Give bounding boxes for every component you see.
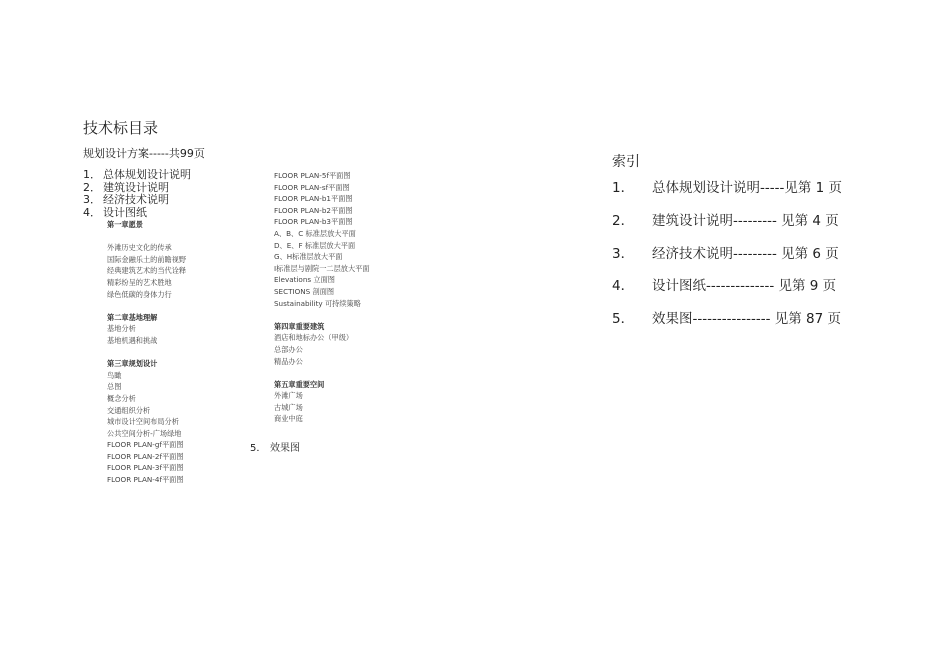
list-item: 交通组织分析: [107, 405, 151, 415]
list-item: 古城广场: [274, 402, 303, 412]
main-item: 3． 经济技术说明: [83, 193, 169, 206]
list-item: 总图: [107, 382, 122, 392]
index-item-text: 经济技术说明--------- 见第 6 页: [652, 245, 839, 262]
list-item: 鸟瞰: [107, 370, 122, 380]
main-section-list: [83, 169, 191, 219]
main-item: 4． 设计图纸: [83, 205, 147, 219]
list-item: FLOOR PLAN-3f平面图: [107, 463, 184, 473]
index-item: 4． 设计图纸-------------- 见第 9 页: [612, 278, 837, 295]
index-item-text: 总体规划设计说明-----见第 1 页: [652, 180, 843, 196]
drawings-column-1: [107, 219, 186, 486]
list-item: SECTIONS 剖面图: [274, 286, 335, 296]
list-item: FLOOR PLAN-gf平面图: [107, 440, 184, 450]
index-item-text: 效果图---------------- 见第 87 页: [652, 311, 841, 328]
chapter-heading: 第一章愿景: [107, 220, 143, 229]
index-list: [612, 178, 842, 342]
main-item-label: 效果图: [270, 443, 300, 454]
main-item: 2． 建筑设计说明: [83, 180, 169, 194]
list-item: FLOOR PLAN-5f平面图: [274, 171, 351, 180]
chapter-heading: 第三章规划设计: [107, 359, 158, 369]
drawings-column-2: [274, 170, 370, 425]
index-item-text: 设计图纸-------------- 见第 9 页: [652, 278, 837, 295]
index-item: 2． 建筑设计说明--------- 见第 4 页: [612, 212, 839, 229]
main-item-label: 总体规划设计说明: [103, 168, 191, 181]
list-item: 外滩历史文化的传承: [107, 243, 172, 253]
list-item: FLOOR PLAN-b2平面图: [274, 205, 353, 215]
main-item: 1． 总体规划设计说明: [83, 168, 191, 181]
main-item-label: 建筑设计说明: [103, 180, 169, 194]
list-item: 基地分析: [107, 324, 136, 334]
list-item: 商业中庭: [274, 414, 303, 424]
main-item-label: 经济技术说明: [103, 193, 169, 206]
toc-subtitle: 规划设计方案-----共99页: [83, 147, 205, 160]
chapter-heading: 第四章重要建筑: [274, 321, 325, 331]
list-item: FLOOR PLAN-b1平面图: [274, 194, 353, 204]
chapter-heading: 第五章重要空间: [274, 379, 325, 389]
index-item: 3． 经济技术说明--------- 见第 6 页: [612, 245, 839, 262]
list-item: Sustainability 可持续策略: [274, 298, 361, 308]
list-item: 国际金融乐土的前瞻视野: [107, 254, 187, 264]
list-item: Elevations 立面图: [274, 275, 335, 285]
list-item: I标准层与剧院一二层放大平面: [274, 263, 370, 273]
list-item: 概念分析: [107, 393, 136, 403]
toc-title: 技术标目录: [83, 119, 159, 137]
index-item: 5． 效果图---------------- 见第 87 页: [612, 311, 841, 328]
main-item-label: 设计图纸: [103, 205, 147, 219]
list-item: FLOOR PLAN-sf平面图: [274, 182, 350, 192]
list-item: 经典建筑艺术的当代诠释: [107, 266, 187, 276]
list-item: G、H标准层放大平面: [274, 252, 343, 262]
list-item: 绿色低碳的身体力行: [107, 289, 172, 299]
list-item: FLOOR PLAN-2f平面图: [107, 451, 184, 461]
list-item: 外滩广场: [274, 391, 303, 401]
list-item: 酒店和地标办公（甲级）: [274, 333, 354, 343]
list-item: D、E、F 标准层放大平面: [274, 240, 356, 250]
list-item: 公共空间分析-广场绿地: [107, 428, 182, 438]
list-item: 基地机遇和挑战: [107, 335, 158, 345]
list-item: A、B、C 标准层放大平面: [274, 228, 356, 238]
list-item: 精彩纷呈的艺术胜地: [107, 277, 172, 287]
index-item-text: 建筑设计说明--------- 见第 4 页: [652, 212, 839, 229]
index-item: 1． 总体规划设计说明-----见第 1 页: [612, 180, 843, 196]
index-title: 索引: [612, 154, 640, 170]
list-item: 城市设计空间布局分析: [107, 417, 179, 427]
list-item: 精品办公: [274, 356, 303, 366]
list-item: FLOOR PLAN-4f平面图: [107, 475, 184, 485]
list-item: 总部办公: [274, 344, 303, 354]
main-item-5: 5． 效果图: [250, 443, 300, 454]
chapter-heading: 第二章基地理解: [107, 312, 158, 322]
list-item: FLOOR PLAN-b3平面图: [274, 217, 353, 227]
